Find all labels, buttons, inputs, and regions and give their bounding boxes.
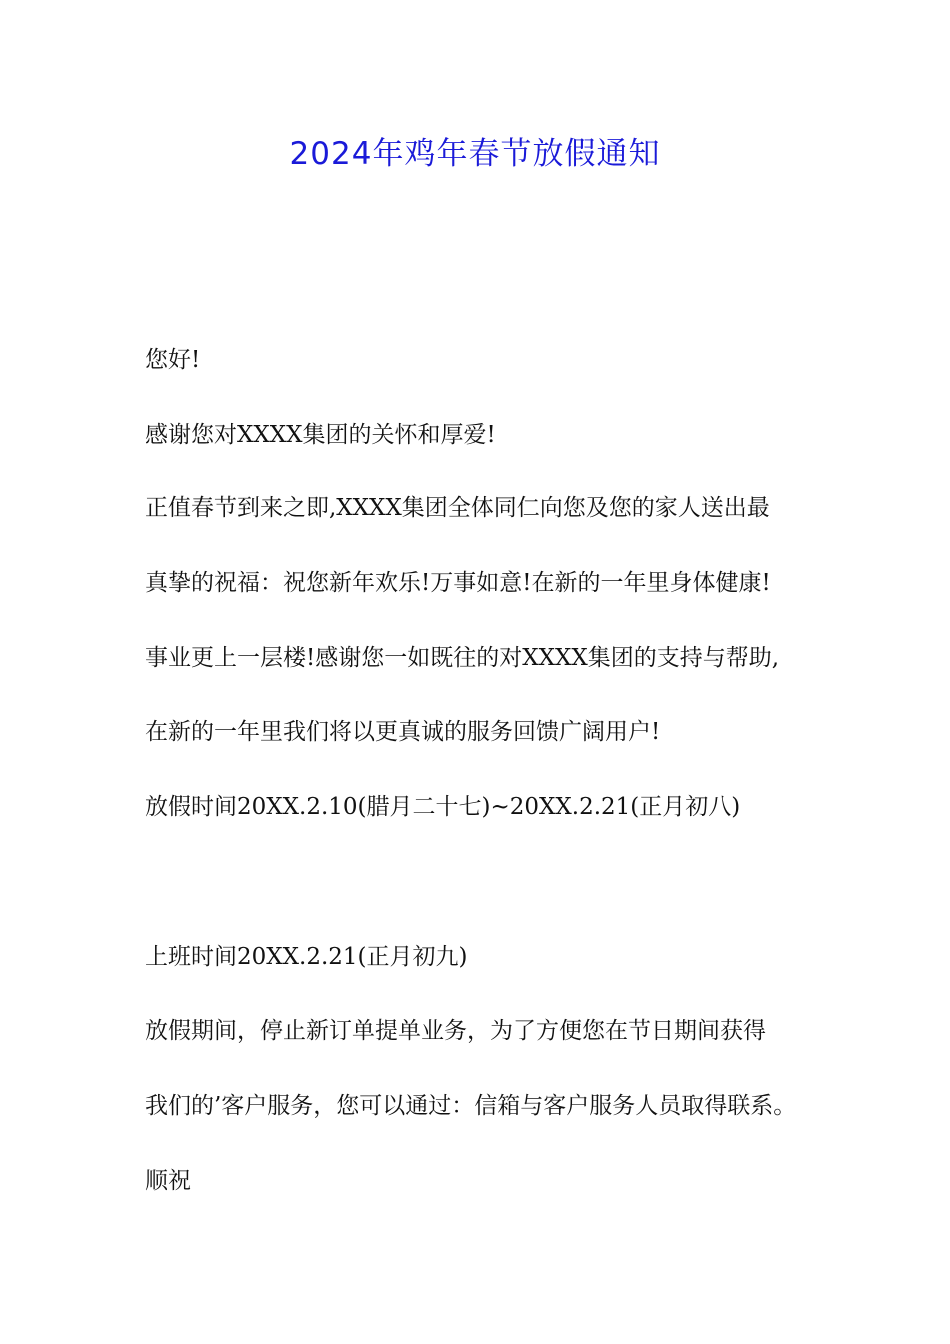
service-line-1: 放假期间，停止新订单提单业务，为了方便您在节日期间获得: [145, 1018, 766, 1044]
work-resume-line: 上班时间20XX.2.21(正月初九): [145, 944, 468, 970]
holiday-period-line: 放假时间20XX.2.10(腊月二十七)~20XX.2.21(正月初八): [145, 794, 741, 820]
closing-line: 顺祝: [145, 1168, 191, 1194]
body-line-4: 在新的一年里我们将以更真诚的服务回馈广阔用户!: [145, 719, 661, 745]
body-line-2: 真挚的祝福：祝您新年欢乐!万事如意!在新的一年里身体健康!: [145, 570, 771, 596]
service-line-2: 我们的’客户服务，您可以通过：信箱与客户服务人员取得联系。: [145, 1093, 797, 1119]
body-line-3: 事业更上一层楼!感谢您一如既往的对XXXX集团的支持与帮助,: [145, 645, 780, 671]
thanks-line: 感谢您对XXXX集团的关怀和厚爱!: [145, 422, 496, 448]
document-title: 2024年鸡年春节放假通知: [289, 136, 661, 172]
greeting-line: 您好!: [145, 347, 201, 373]
body-line-1: 正值春节到来之即,XXXX集团全体同仁向您及您的家人送出最: [145, 495, 770, 521]
